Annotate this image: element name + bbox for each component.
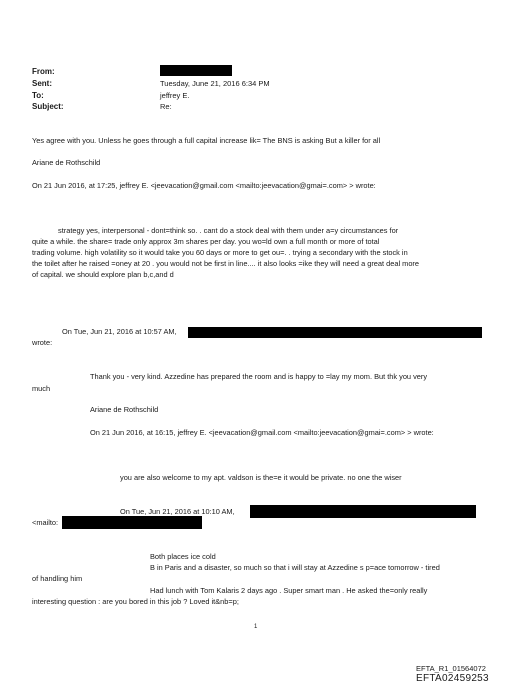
reply-line: Yes agree with you. Unless he goes through a full capital increase lik= The BNS is asking But a killer for all [32, 136, 381, 145]
quoted-paragraph-line: Both places ice cold [150, 552, 216, 561]
redaction-block [160, 65, 232, 76]
quoted-paragraph-line: the toilet after he raised =oney at 20 . you would not be first in line.... it also looks =ike they will need a great deal more [32, 259, 419, 268]
redaction-block [62, 516, 202, 529]
quoted-paragraph-line: interesting question : are you bored in this job ? Loved it&nb=p; [32, 597, 239, 606]
sent-label: Sent: [32, 79, 52, 88]
quote-mailto: <mailto: [32, 518, 59, 527]
quoted-paragraph-line: Thank you - very kind. Azzedine has prepared the room and is happy to =lay my mom. But thk you very [90, 372, 428, 381]
sent-value: Tuesday, June 21, 2016 6:34 PM [160, 79, 270, 88]
page-number: 1 [254, 624, 258, 630]
quoted-paragraph-line: quite a while. the share= trade only approx 3m shares per day. you wo=ld own a full month or more of total [32, 237, 380, 246]
quote-header: On 21 Jun 2016, at 17:25, jeffrey E. <jeevacation@gmail.com <mailto:jeevacation@gmai=.com> > wrote: [32, 181, 376, 190]
quoted-paragraph-line: of capital. we should explore plan b,c,and d [32, 270, 174, 279]
quoted-paragraph-line: much [32, 384, 51, 393]
quoted-paragraph-line: you are also welcome to my apt. valdson is the=e it would be private. no one the wiser [120, 473, 402, 482]
quote-header: On 21 Jun 2016, at 16:15, jeffrey E. <jeevacation@gmail.com <mailto:jeevacation@gmai=.com> > wrote: [90, 428, 434, 437]
signature: Ariane de Rothschild [32, 158, 101, 167]
quoted-paragraph-line: strategy yes, interpersonal - dont=think so. . cant do a stock deal with them under a=y circumstances for [58, 226, 399, 235]
to-label: To: [32, 91, 44, 100]
quote-wrote: wrote: [32, 338, 53, 347]
quoted-paragraph-line: trading volume. high volatility so it would take you 60 days or more to get ou=. . trying a secondary with the stock in [32, 248, 408, 257]
quoted-paragraph-line: B in Paris and a disaster, so much so that i will stay at Azzedine s p=ace tomorrow - tired [150, 563, 440, 572]
subject-value: Re: [160, 102, 172, 111]
bates-number: EFTA02459253 [416, 673, 489, 684]
redaction-block [188, 327, 482, 338]
bates-number-small: EFTA_R1_01564072 [416, 664, 486, 673]
quoted-paragraph-line: Had lunch with Tom Kalaris 2 days ago . Super smart man . He asked the=only really [150, 586, 428, 595]
to-value: jeffrey E. [160, 91, 190, 100]
redaction-block [250, 505, 476, 518]
subject-label: Subject: [32, 102, 64, 111]
quote-header: On Tue, Jun 21, 2016 at 10:57 AM, [62, 327, 177, 336]
quote-header: On Tue, Jun 21, 2016 at 10:10 AM, [120, 507, 235, 516]
quoted-paragraph-line: of handling him [32, 574, 83, 583]
from-label: From: [32, 67, 55, 76]
signature: Ariane de Rothschild [90, 405, 159, 414]
